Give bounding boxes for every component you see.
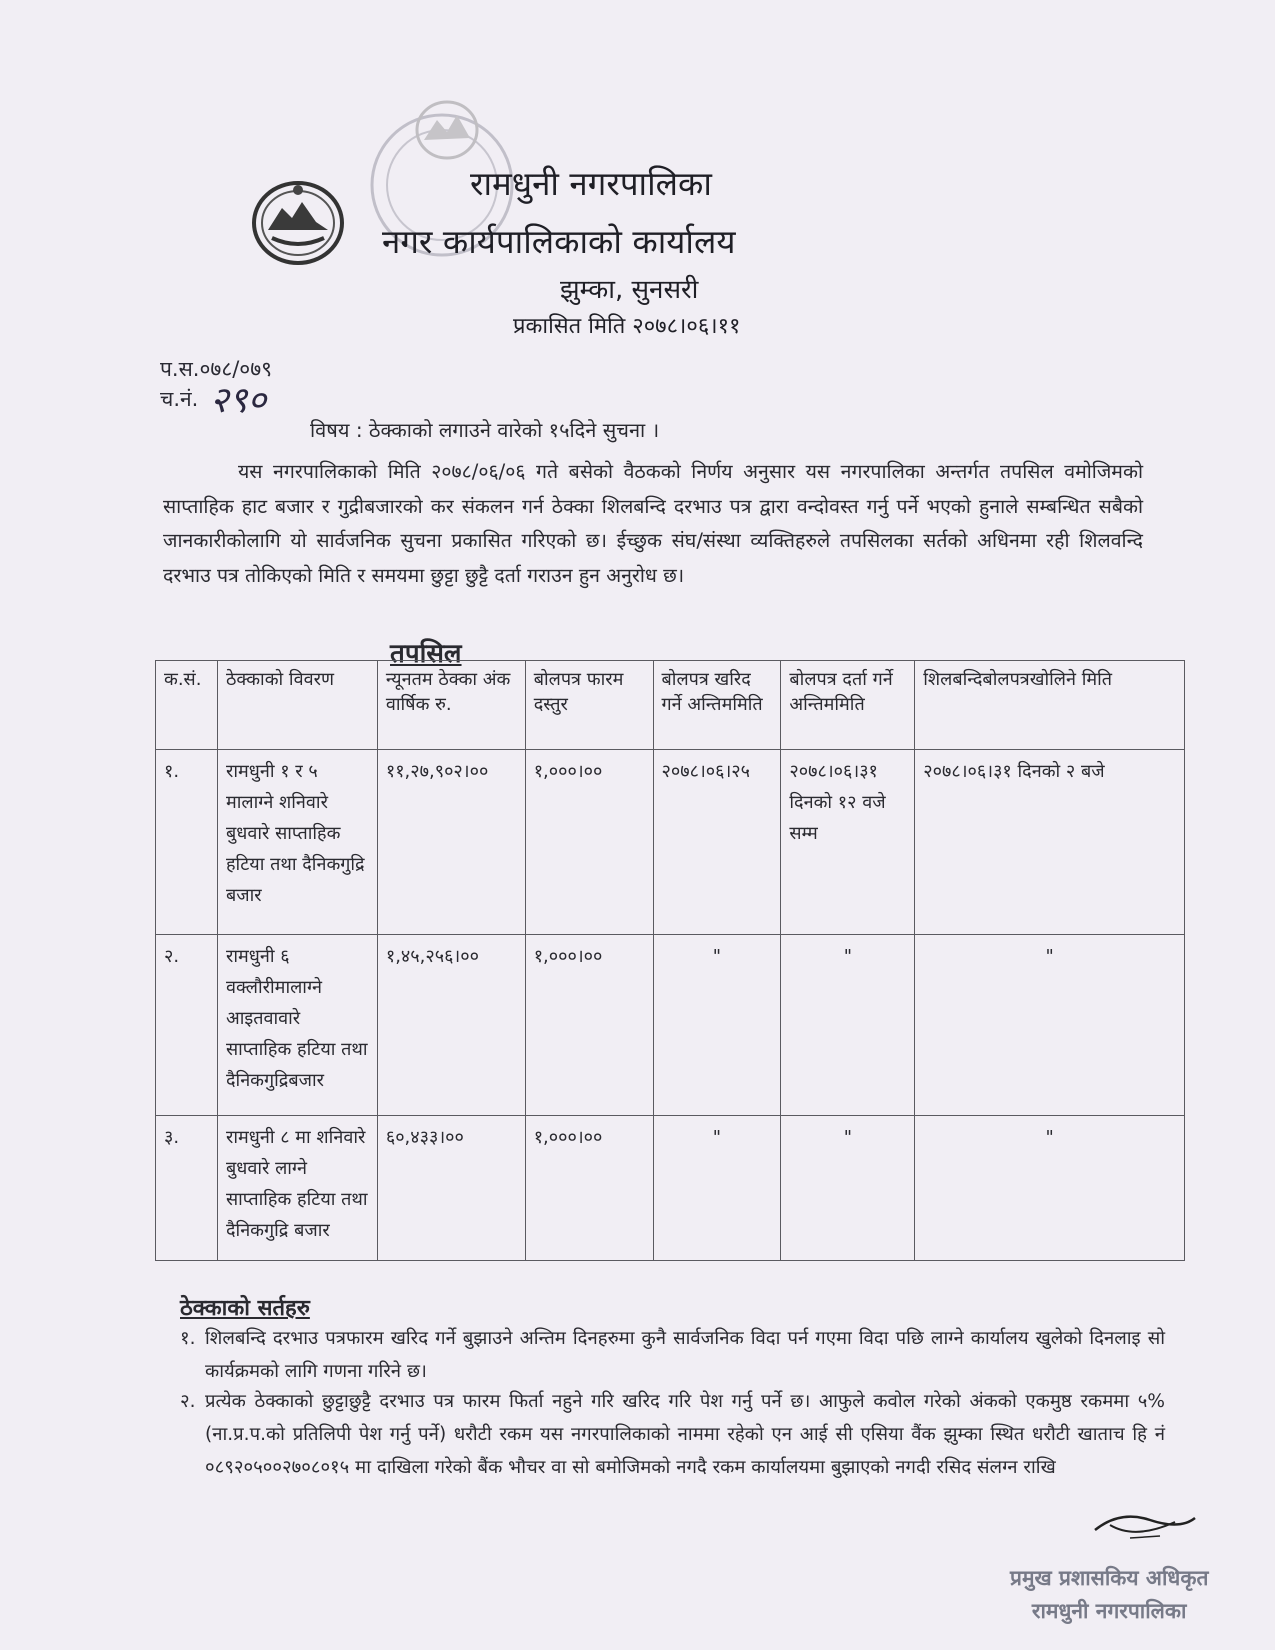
published-date: प्रकासित मिति २०७८।०६।११ <box>513 314 741 339</box>
government-emblem-icon <box>250 178 346 268</box>
column-header: ठेक्काको विवरण <box>217 661 377 750</box>
table-cell: २. <box>156 935 218 1116</box>
table-cell: ६०,४३३।०० <box>377 1116 525 1261</box>
office-location: झुम्का, सुनसरी <box>560 275 699 305</box>
conditions-title: ठेक्काको सर्तहरु <box>180 1296 310 1321</box>
table-cell: २०७८।०६।३१ दिनको २ बजे <box>915 750 1185 935</box>
table-row <box>156 1116 1185 1261</box>
table-cell: रामधुनी ६ वक्लौरीमालाग्ने आइतवावारे साप्ताहिक हटिया तथा दैनिकगुद्रिबजार <box>217 935 377 1116</box>
table-header-row <box>156 661 1185 750</box>
table-cell: " <box>781 1116 915 1261</box>
stamp-office: रामधुनी नगरपालिका <box>1031 1599 1187 1623</box>
column-header: बोलपत्र फारम दस्तुर <box>525 661 653 750</box>
condition-number: १. <box>180 1328 196 1349</box>
table-cell: १,४५,२५६।०० <box>377 935 525 1116</box>
table-cell: " <box>653 935 781 1116</box>
table-cell: १,०००।०० <box>525 935 653 1116</box>
notice-subject: विषय : ठेक्काको लगाउने वारेको १५दिने सुचना । <box>310 418 660 442</box>
stamp-designation: प्रमुख प्रशासकिय अधिकृत <box>1010 1566 1209 1590</box>
column-header: शिलबन्दिबोलपत्रखोलिने मिति <box>915 661 1185 750</box>
table-cell: १. <box>156 750 218 935</box>
table-cell: " <box>653 1116 781 1261</box>
dispatch-number: २९० <box>210 380 267 421</box>
table-cell: १,०००।०० <box>525 1116 653 1261</box>
column-header: न्यूनतम ठेक्का अंक वार्षिक रु. <box>377 661 525 750</box>
office-name: नगर कार्यपालिकाको कार्यालय <box>382 222 736 261</box>
table-cell: २०७८।०६।२५ <box>653 750 781 935</box>
condition-text: शिलबन्दि दरभाउ पत्रफारम खरिद गर्ने बुझाउने अन्तिम दिनहरुमा कुनै सार्वजनिक विदा पर्न गएमा विदा पछि लाग्ने कार्यालय खुलेको दिनलाइ सो कार्यक्रमको लागि गणना गरिने छ। <box>205 1328 1165 1382</box>
table-cell: १,०००।०० <box>525 750 653 935</box>
condition-item <box>180 1322 1165 1388</box>
table-cell: " <box>915 1116 1185 1261</box>
condition-number: २. <box>180 1391 196 1412</box>
table-cell: " <box>915 935 1185 1116</box>
table-cell: ११,२७,९०२।०० <box>377 750 525 935</box>
table-cell: रामधुनी १ र ५ मालाग्ने शनिवारे बुधवारे साप्ताहिक हटिया तथा दैनिकगुद्रि बजार <box>217 750 377 935</box>
fiscal-reference: प.स.०७८/०७९ <box>160 357 273 381</box>
column-header: क.सं. <box>156 661 218 750</box>
condition-text: प्रत्येक ठेक्काको छुट्टाछुट्टै दरभाउ पत्र फारम फिर्ता नहुने गरि खरिद गरि पेश गर्नु पर्ने छ। आफुले कवोल गरेको अंकको एकमुष्ठ रकममा ५% (ना.प्र.प.को प्रतिलिपी पेश गर्नु पर्ने) धरौटी रकम यस नगरपालिकाको नाममा रहेको एन आई सी एसिया वैंक झुम्का स्थित धरौटी खाताच हि नं ०८९२०५००२७०८०१५ मा दाखिला गरेको बैंक भौचर वा सो बमोजिमको नगदै रकम कार्यालयमा बुझाएको नगदी रसिद संलग्न राखि <box>205 1391 1165 1478</box>
signature-icon <box>1090 1500 1200 1550</box>
table-cell: ३. <box>156 1116 218 1261</box>
table-row <box>156 750 1185 935</box>
column-header: बोलपत्र दर्ता गर्ने अन्तिममिति <box>781 661 915 750</box>
dispatch-label: च.नं. <box>160 387 199 411</box>
table-cell: २०७८।०६।३१ दिनको १२ वजे सम्म <box>781 750 915 935</box>
contract-schedule-table <box>155 660 1185 1261</box>
table-row <box>156 935 1185 1116</box>
column-header: बोलपत्र खरिद गर्ने अन्तिममिति <box>653 661 781 750</box>
condition-item <box>180 1385 1165 1484</box>
notice-body-text: यस नगरपालिकाको मिति २०७८/०६/०६ गते बसेको वैठकको निर्णय अनुसार यस नगरपालिका अन्तर्गत तपसिल वमोजिमको साप्ताहिक हाट बजार र गुद्रीबजारको कर संकलन गर्न ठेक्का शिलबन्दि दरभाउ पत्र द्वारा वन्दोवस्त गर्नु पर्ने भएको हुनाले सम्बन्धित सबैको जानकारीकोलागि यो सार्वजनिक सुचना प्रकासित गरिएको छ। ईच्छुक संघ/संस्था व्यक्तिहरुले तपसिलका सर्तको अधिनमा रही शिलवन्दि दरभाउ पत्र तोकिएको मिति र समयमा छुट्टा छुट्टै दर्ता गराउन हुन अनुरोध छ। <box>163 460 1143 587</box>
table-cell: रामधुनी ८ मा शनिवारे बुधवारे लाग्ने साप्ताहिक हटिया तथा दैनिकगुद्रि बजार <box>217 1116 377 1261</box>
schedule-title: तपसिल <box>390 639 462 669</box>
officer-stamp <box>1010 1562 1208 1628</box>
notice-body <box>163 455 1143 593</box>
table-cell: " <box>781 935 915 1116</box>
municipality-name: रामधुनी नगरपालिका <box>470 164 712 203</box>
